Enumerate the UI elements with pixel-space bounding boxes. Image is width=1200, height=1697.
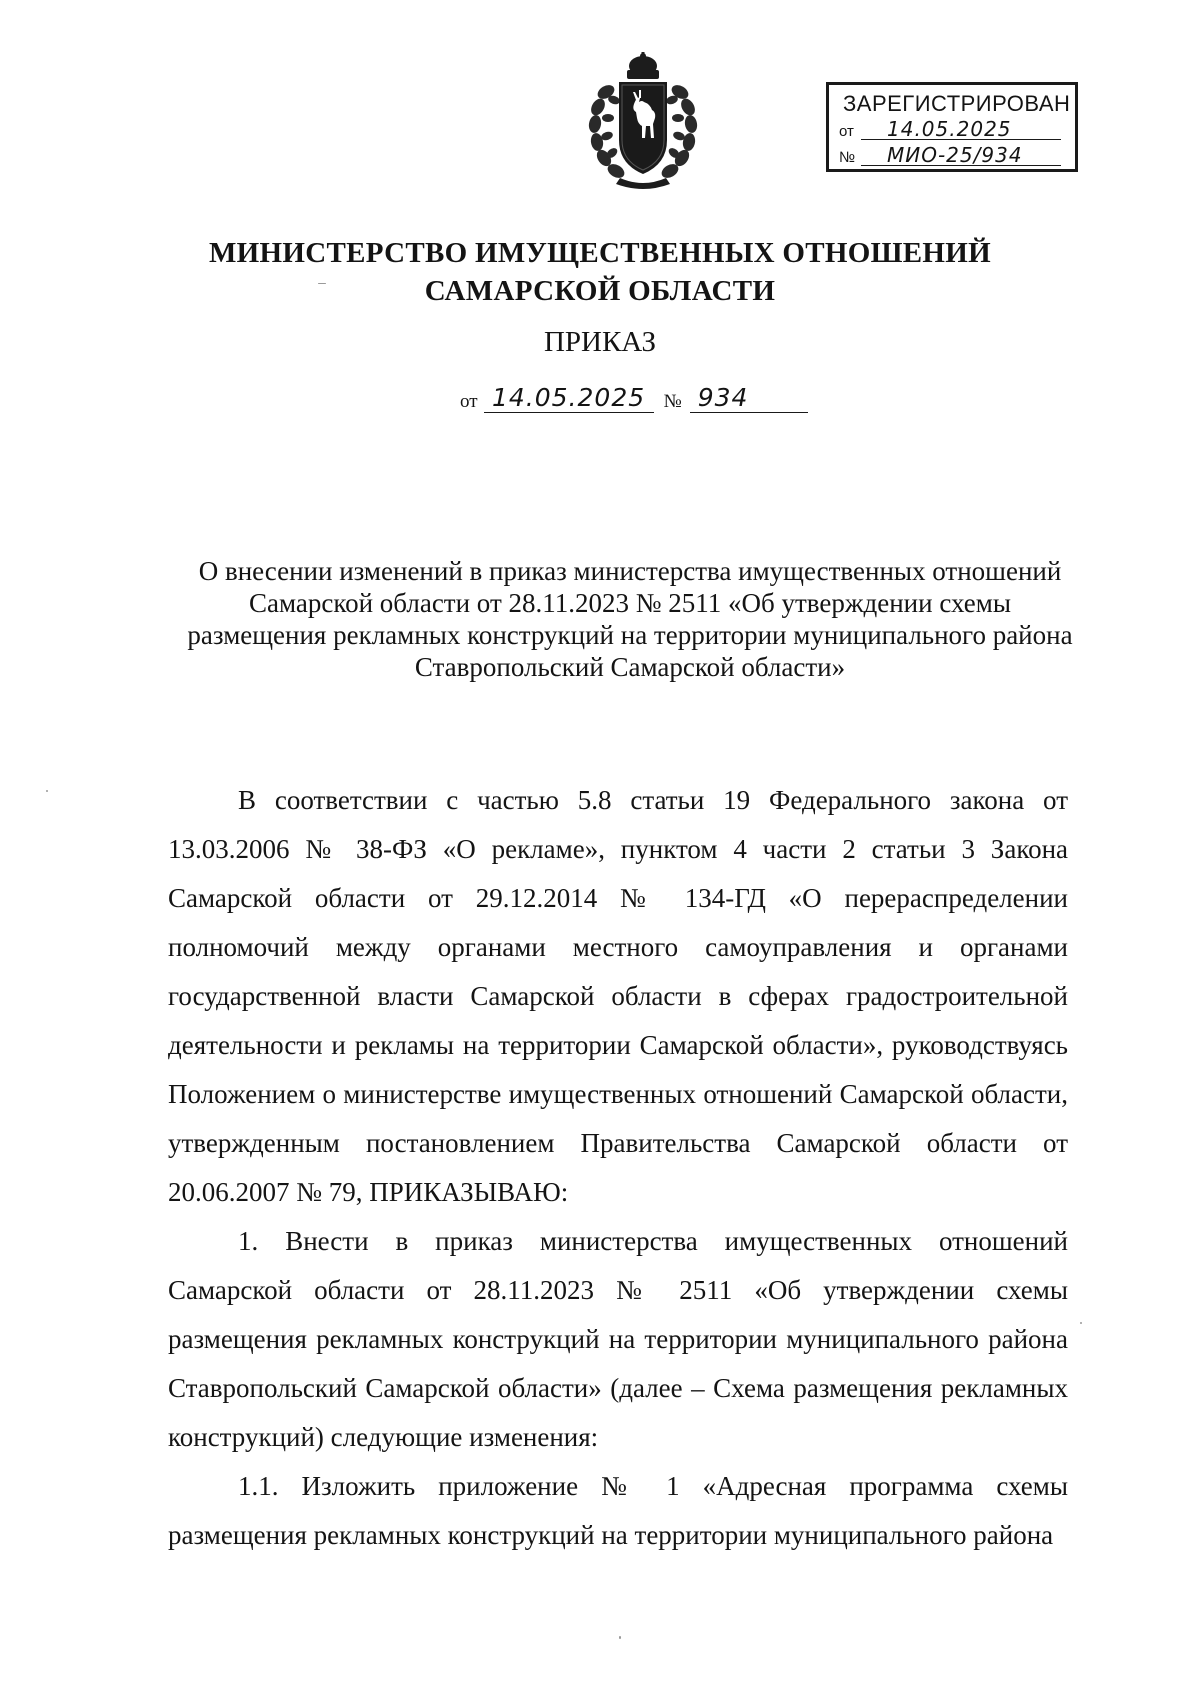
stamp-date-value: 14.05.2025 — [861, 119, 1061, 140]
stamp-number-label: № — [839, 149, 856, 166]
body-paragraph-item-1-1: 1.1. Изложить приложение № 1 «Адресная программа схемы размещения рекламных конструкций на территории муниципального района — [168, 1471, 1068, 1550]
scan-speck — [619, 1636, 621, 1639]
ministry-heading-line-1: МИНИСТЕРСТВО ИМУЩЕСТВЕННЫХ ОТНОШЕНИЙ — [208, 237, 991, 269]
document-type-title: ПРИКАЗ — [543, 326, 657, 358]
order-body — [168, 776, 1068, 1560]
order-number-value: 934 — [690, 384, 808, 413]
stamp-title: ЗАРЕГИСТРИРОВАН — [843, 91, 1071, 116]
stamp-date-line — [839, 119, 1061, 140]
ministry-heading-line-2: САМАРСКОЙ ОБЛАСТИ — [424, 275, 776, 307]
scan-speck — [46, 790, 48, 792]
body-paragraph-preamble: В соответствии с частью 5.8 статьи 19 Федерального закона от 13.03.2006 № 38-ФЗ «О рекламе», пунктом 4 части 2 статьи 3 Закона Самарской области от 29.12.2014 № 134-ГД «О перераспределении полномочий между органами местного самоуправления и органами государственной власти Самарской области в сферах градостроительной деятельности и рекламы на территории Самарской области», руководствуясь Положением о министерстве имущественных отношений Самарской области, утвержденным постановлением Правительства Самарской области от 20.06.2007 № 79, ПРИКАЗЫВАЮ: — [168, 785, 1068, 1207]
registration-stamp — [826, 82, 1078, 172]
order-date-number-line — [460, 384, 808, 413]
order-date-value: 14.05.2025 — [484, 384, 654, 413]
stamp-number-value: МИО-25/934 — [861, 145, 1061, 166]
stamp-date-label: от — [839, 123, 854, 140]
samara-oblast-coat-of-arms-icon — [584, 52, 702, 190]
scan-speck — [1080, 1322, 1082, 1324]
order-number-label: № — [663, 391, 682, 412]
scan-speck — [318, 283, 326, 284]
ministry-heading — [0, 234, 1200, 310]
stamp-number-line — [839, 145, 1061, 166]
order-date-label: от — [460, 391, 478, 412]
body-paragraph-item-1: 1. Внести в приказ министерства имущественных отношений Самарской области от 28.11.2023 № 2511 «Об утверждении схемы размещения рекламных конструкций на территории муниципального района Ставропольский Самарской области» (далее – Схема размещения рекламных конструкций) следующие изменения: — [168, 1226, 1068, 1452]
order-subject: О внесении изменений в приказ министерства имущественных отношений Самарской области от 28.11.2023 № 2511 «Об утверждении схемы размещения рекламных конструкций на территории муниципального района Ставропольский Самарской области» — [187, 556, 1073, 682]
